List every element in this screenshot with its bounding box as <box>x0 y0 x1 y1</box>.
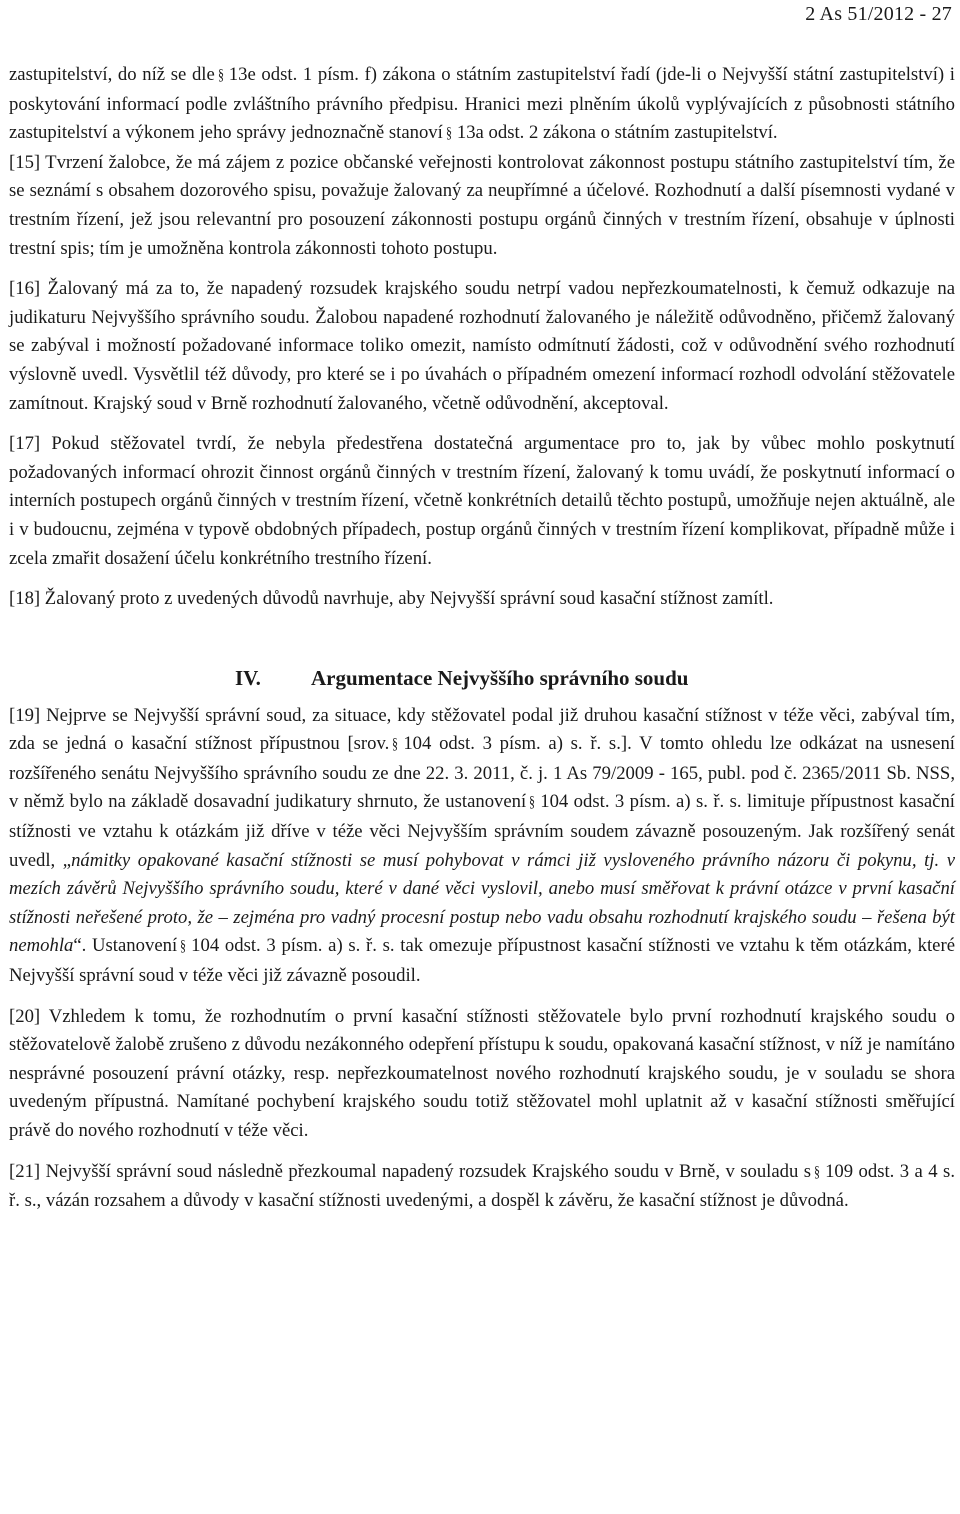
section-title: Argumentace Nejvyššího správního soudu <box>311 665 689 690</box>
section-sign-icon: § <box>392 736 399 754</box>
section-number: IV. <box>235 665 261 690</box>
section-sign-icon: § <box>217 67 224 84</box>
text-run: 104 odst. 3 písm. a) s. ř. s.]. V tomto ohledu lze odkázat na usnesení rozšířeného senátu Nejvyššího správního soudu ze dne 22. 3. 2011, č. j. 1 As 79/2009 - 165, publ. pod č. 2365/2011 Sb. NSS, v němž bylo na základě dosavadní judikatury shrnuto, že ustanovení <box>9 733 955 813</box>
section-sign-icon: § <box>814 1163 821 1181</box>
text-run: 104 odst. 3 písm. a) s. ř. s. limituje přípustnost kasační stížnosti ve vztahu k otázkám již dříve v téže věci Nejvyšším správním soudem závazně posouzeným. Jak rozšířený senát uvedl, „ <box>9 791 956 871</box>
paragraph-21 <box>9 1158 955 1216</box>
paragraph-16: [16] Žalovaný má za to, že napadený rozsudek krajského soudu netrpí vadou nepřezkoumatelnosti, k čemuž odkazuje na judikaturu Nejvyššího správního soudu. Žalobou napadené rozhodnutí žalovaného je náležitě odůvodněno, přičemž žalovaný se zabýval i možností požadované informace toliko omezit, namísto odmítnutí žádosti, což v odůvodnění svého rozhodnutí výslovně uvedl. Vysvětlil též důvody, pro které se i po úvahách o případném omezení informací rozhodl odvolání stěžovatele zamítnout. Krajský soud v Brně rozhodnutí žalovaného, včetně odůvodnění, akceptoval. <box>9 278 955 414</box>
text-run: 13a odst. 2 zákona o státním zastupitelství. <box>456 122 778 144</box>
text-run: 109 odst. 3 a 4 s. ř. s., vázán rozsahem a důvody v kasační stížnosti uvedenými, a dospěl k závěru, že kasační stížnost je důvodná. <box>9 1160 955 1212</box>
quoted-citation: námitky opakované kasační stížnosti se musí pohybovat v rámci již vysloveného právního názoru či pokynu, tj. v mezích závěrů Nejvyššího správního soudu, které v dané věci vyslovil, anebo musí směřovat k právní otázce v první kasační stížnosti neřešené proto, že – zejména pro vadný procesní postup nebo vadu obsahu rozhodnutí krajského soudu – řešena být nemohla <box>9 849 956 957</box>
paragraph-19 <box>9 702 955 991</box>
paragraph-17: [17] Pokud stěžovatel tvrdí, že nebyla předestřena dostatečná argumentace pro to, jak by vůbec mohlo poskytnutí požadovaných informací ohrozit činnost orgánů činných v trestním řízení, žalovaný k tomu uvádí, že poskytnutí informací o interních postupech orgánů činných v trestním řízení, včetně konkrétních detailů těchto postupů, umožňuje nejen aktuálně, ale i v budoucnu, zejména v typově obdobných případech, postup orgánů činných v trestním řízení komplikovat, případně může i zcela zmařit dosažení účelu konkrétního trestního řízení. <box>9 433 955 569</box>
text-run: [21] Nejvyšší správní soud následně přezkoumal napadený rozsudek Krajského soudu v Brně, v souladu s <box>9 1160 812 1182</box>
paragraph-continuation <box>9 61 955 149</box>
section-sign-icon: § <box>445 125 452 143</box>
case-number-header: 2 As 51/2012 - 27 <box>805 3 952 25</box>
document-body <box>9 61 955 1228</box>
text-run: [19] Nejprve se Nejvyšší správní soud, za situace, kdy stěžovatel podal již druhou kasační stížnost v téže věci, zabýval tím, zda se jedná o kasační stížnost přípustnou [srov. <box>9 704 955 755</box>
section-sign-icon: § <box>180 938 187 956</box>
text-run: 13e odst. 1 písm. f) zákona o státním zastupitelství řadí (jde-li o Nejvyšší státní zastupitelství) i poskytování informací podle zvláštního právního předpisu. Hranici mezi plněním úkolů vyplývajících z působnosti státního zastupitelství a výkonem jeho správy jednoznačně stanoví <box>9 64 955 144</box>
text-run: zastupitelství, do níž se dle <box>9 64 215 85</box>
text-run: 104 odst. 3 písm. a) s. ř. s. tak omezuje přípustnost kasační stížnosti ve vztahu k těm otázkám, které Nejvyšší správní soud v téže věci již závazně posoudil. <box>9 935 955 987</box>
paragraph-20: [20] Vzhledem k tomu, že rozhodnutím o první kasační stížnosti stěžovatele bylo první rozhodnutí krajského soudu o stěžovatelově žalobě zrušeno z důvodu nezákonného odepření přístupu k soudu, opakovaná kasační stížnost, v níž je namítáno nesprávné posouzení právní otázky, resp. nepřezkoumatelnost nového rozhodnutí krajského soudu, je v souladu se shora uvedeným přípustná. Namítané pochybení krajského soudu totiž stěžovatel mohl uplatnit až v kasační stížnosti směřující právě do nového rozhodnutí v téže věci. <box>9 1005 955 1141</box>
paragraph-18: [18] Žalovaný proto z uvedených důvodů navrhuje, aby Nejvyšší správní soud kasační stížnost zamítl. <box>9 588 774 610</box>
section-heading <box>9 664 955 692</box>
text-run: “. Ustanovení <box>73 935 178 957</box>
section-sign-icon: § <box>529 794 536 812</box>
paragraph-15: [15] Tvrzení žalobce, že má zájem z pozice občanské veřejnosti kontrolovat zákonnost postupu státního zastupitelství tím, že se seznámí s obsahem dozorového spisu, považuje žalovaný za neupřímné a účelové. Rozhodnutí a další písemnosti vydané v trestním řízení, jež jsou relevantní pro posouzení zákonnosti postupu orgánů činných v trestním řízení, obsahuje v úplnosti trestní spis; tím je umožněna kontrola zákonnosti tohoto postupu. <box>9 151 955 259</box>
